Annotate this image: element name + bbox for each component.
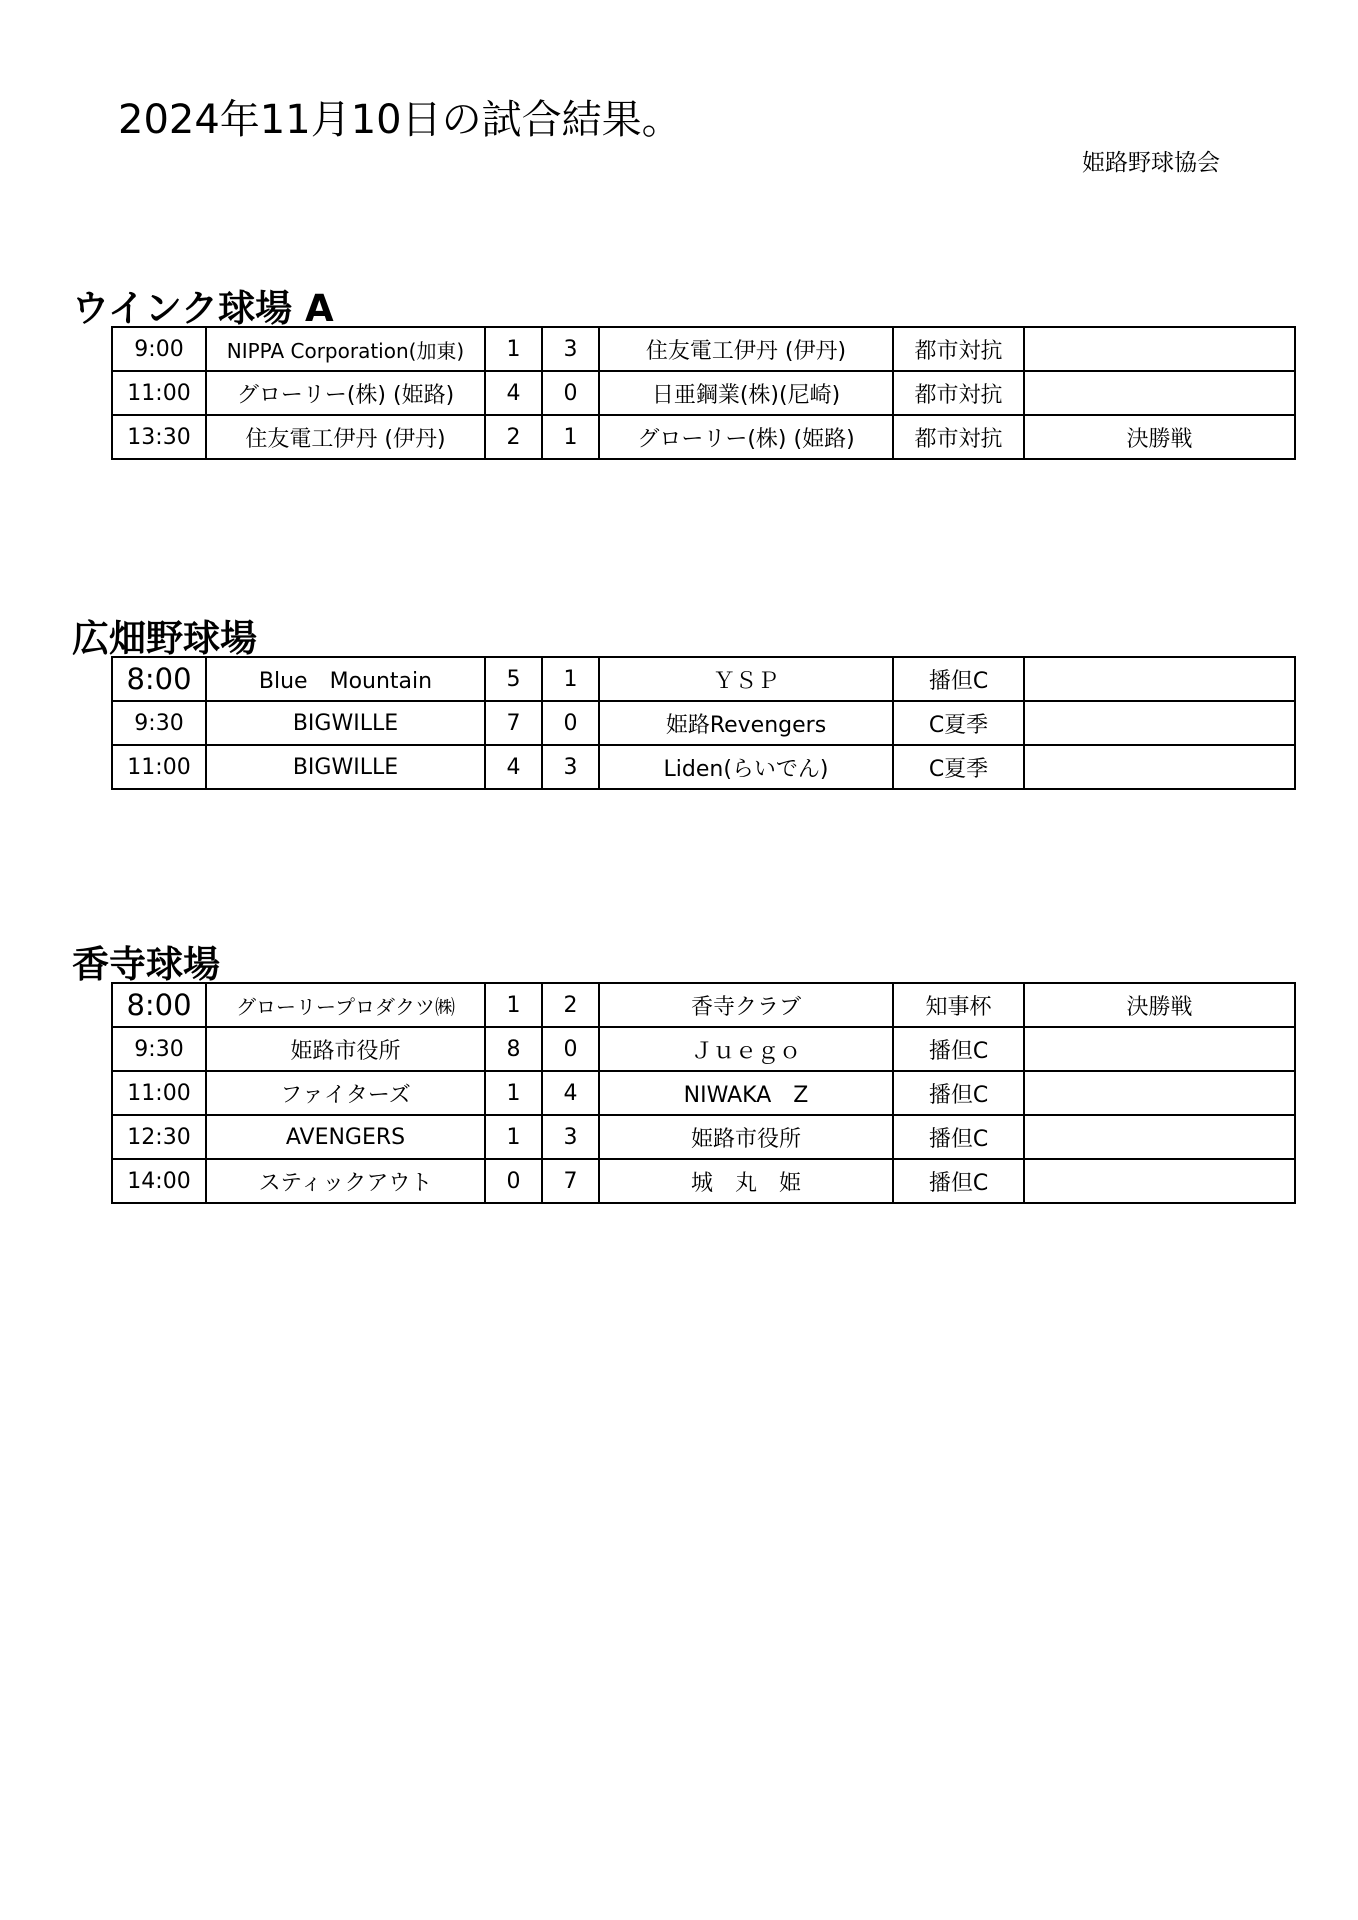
game-category: 播但C <box>893 657 1024 701</box>
table-row <box>112 1159 1295 1203</box>
away-score: 0 <box>542 1027 599 1071</box>
away-team: 住友電工伊丹 (伊丹) <box>599 327 893 371</box>
home-team: BIGWILLE <box>206 701 485 745</box>
table-row <box>112 371 1295 415</box>
game-category: 播但C <box>893 1071 1024 1115</box>
game-time: 11:00 <box>112 745 206 789</box>
game-note <box>1024 745 1295 789</box>
home-score: 1 <box>485 327 542 371</box>
away-team: 姫路市役所 <box>599 1115 893 1159</box>
results-table-wink-a <box>111 326 1296 460</box>
away-team: 日亜鋼業(株)(尼崎) <box>599 371 893 415</box>
home-score: 2 <box>485 415 542 459</box>
table-row <box>112 327 1295 371</box>
game-time: 8:00 <box>112 657 206 701</box>
game-note <box>1024 657 1295 701</box>
game-note <box>1024 1027 1295 1071</box>
table-row <box>112 1071 1295 1115</box>
away-score: 4 <box>542 1071 599 1115</box>
game-category: 都市対抗 <box>893 415 1024 459</box>
game-time: 9:30 <box>112 1027 206 1071</box>
game-category: 知事杯 <box>893 983 1024 1027</box>
game-time: 14:00 <box>112 1159 206 1203</box>
game-category: 播但C <box>893 1115 1024 1159</box>
away-score: 3 <box>542 327 599 371</box>
home-team: グローリープロダクツ㈱ <box>206 983 485 1027</box>
away-team: 香寺クラブ <box>599 983 893 1027</box>
venue-heading-wink-a: ウインク球場 A <box>72 287 334 330</box>
page-title: 2024年11月10日の試合結果。 <box>118 97 682 143</box>
home-team: 住友電工伊丹 (伊丹) <box>206 415 485 459</box>
game-category: C夏季 <box>893 701 1024 745</box>
game-note: 決勝戦 <box>1024 415 1295 459</box>
results-table-hirohata <box>111 656 1296 790</box>
table-row <box>112 657 1295 701</box>
home-team: NIPPA Corporation(加東) <box>206 327 485 371</box>
organization-name: 姫路野球協会 <box>1082 150 1220 176</box>
home-team: Blue Mountain <box>206 657 485 701</box>
home-team: グローリー(株) (姫路) <box>206 371 485 415</box>
away-team: NIWAKA Z <box>599 1071 893 1115</box>
game-note <box>1024 371 1295 415</box>
game-note <box>1024 327 1295 371</box>
away-score: 1 <box>542 415 599 459</box>
game-note <box>1024 701 1295 745</box>
home-score: 8 <box>485 1027 542 1071</box>
away-score: 3 <box>542 1115 599 1159</box>
home-score: 0 <box>485 1159 542 1203</box>
away-team: 城 丸 姫 <box>599 1159 893 1203</box>
game-time: 11:00 <box>112 1071 206 1115</box>
home-team: AVENGERS <box>206 1115 485 1159</box>
away-team: Ｊｕｅｇｏ <box>599 1027 893 1071</box>
results-table-koudera <box>111 982 1296 1204</box>
home-team: ファイターズ <box>206 1071 485 1115</box>
game-note <box>1024 1159 1295 1203</box>
table-row <box>112 1115 1295 1159</box>
home-score: 4 <box>485 371 542 415</box>
table-row <box>112 745 1295 789</box>
game-category: 播但C <box>893 1027 1024 1071</box>
home-score: 5 <box>485 657 542 701</box>
game-category: 播但C <box>893 1159 1024 1203</box>
home-score: 1 <box>485 983 542 1027</box>
venue-heading-hirohata: 広畑野球場 <box>72 617 257 660</box>
table-row <box>112 1027 1295 1071</box>
away-team: Liden(らいでん) <box>599 745 893 789</box>
game-time: 12:30 <box>112 1115 206 1159</box>
home-team: スティックアウト <box>206 1159 485 1203</box>
away-team: 姫路Revengers <box>599 701 893 745</box>
home-team: BIGWILLE <box>206 745 485 789</box>
table-row <box>112 415 1295 459</box>
table-row <box>112 983 1295 1027</box>
game-category: 都市対抗 <box>893 371 1024 415</box>
home-score: 4 <box>485 745 542 789</box>
table-row <box>112 701 1295 745</box>
game-time: 13:30 <box>112 415 206 459</box>
home-score: 1 <box>485 1115 542 1159</box>
home-score: 1 <box>485 1071 542 1115</box>
game-time: 8:00 <box>112 983 206 1027</box>
away-team: グローリー(株) (姫路) <box>599 415 893 459</box>
venue-heading-koudera: 香寺球場 <box>72 943 220 986</box>
game-category: C夏季 <box>893 745 1024 789</box>
game-note: 決勝戦 <box>1024 983 1295 1027</box>
game-note <box>1024 1115 1295 1159</box>
game-time: 9:30 <box>112 701 206 745</box>
home-team: 姫路市役所 <box>206 1027 485 1071</box>
away-team: ＹＳＰ <box>599 657 893 701</box>
away-score: 3 <box>542 745 599 789</box>
game-category: 都市対抗 <box>893 327 1024 371</box>
away-score: 0 <box>542 371 599 415</box>
away-score: 0 <box>542 701 599 745</box>
away-score: 2 <box>542 983 599 1027</box>
home-score: 7 <box>485 701 542 745</box>
game-time: 9:00 <box>112 327 206 371</box>
game-time: 11:00 <box>112 371 206 415</box>
away-score: 7 <box>542 1159 599 1203</box>
away-score: 1 <box>542 657 599 701</box>
game-note <box>1024 1071 1295 1115</box>
